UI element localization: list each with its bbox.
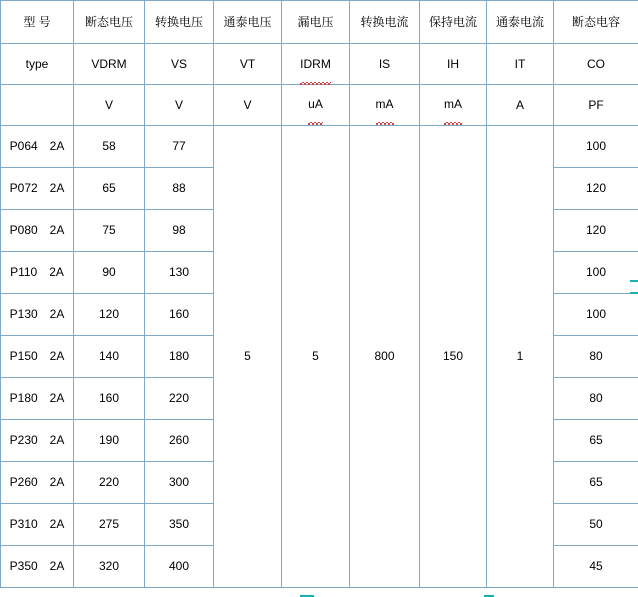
- cell-type-name: P260: [9, 475, 38, 490]
- cell-co: 80: [554, 335, 638, 377]
- header-is-cn: 转换电流: [350, 1, 420, 44]
- cell-type-name: P230: [9, 433, 38, 448]
- cell-type-name: P130: [9, 307, 38, 322]
- header-type-unit: [1, 84, 74, 125]
- cell-type-name: P072: [9, 181, 38, 196]
- header-vdrm-cn: 断态电压: [74, 1, 145, 44]
- cell-vdrm: 140: [74, 335, 145, 377]
- cell-vdrm: 320: [74, 545, 145, 587]
- cell-co: 100: [554, 293, 638, 335]
- cell-type-current: 2A: [49, 517, 65, 532]
- cell-vdrm: 220: [74, 461, 145, 503]
- header-co-cn: 断态电容: [554, 1, 638, 44]
- cell-vs: 77: [145, 125, 214, 167]
- header-type-cn: 型 号: [1, 1, 74, 44]
- header-row-unit: [1, 84, 638, 125]
- cell-type-name: P080: [9, 223, 38, 238]
- cell-vdrm: 58: [74, 125, 145, 167]
- header-idrm-cn: 漏电压: [282, 1, 350, 44]
- cell-vs: 160: [145, 293, 214, 335]
- cell-type: [1, 545, 74, 587]
- cell-vs: 400: [145, 545, 214, 587]
- header-vt-cn: 通泰电压: [214, 1, 282, 44]
- cell-type-name: P180: [9, 391, 38, 406]
- cell-vdrm: 75: [74, 209, 145, 251]
- cell-vs: 130: [145, 251, 214, 293]
- cell-it-merged: 1: [487, 125, 554, 587]
- cell-type: [1, 377, 74, 419]
- cell-idrm-merged: 5: [282, 125, 350, 587]
- cell-co: 65: [554, 461, 638, 503]
- cell-type-name: P064: [9, 139, 38, 154]
- cell-type: [1, 125, 74, 167]
- cell-vt-merged: 5: [214, 125, 282, 587]
- header-ih-unit: [420, 84, 487, 125]
- cell-is-merged: 800: [350, 125, 420, 587]
- cell-vdrm: 275: [74, 503, 145, 545]
- header-ih-cn: 保持电流: [420, 1, 487, 44]
- cell-type-name: P350: [9, 559, 38, 574]
- header-ih-symbol: IH: [420, 44, 487, 85]
- cell-type: [1, 209, 74, 251]
- edge-artifact-mark: [630, 280, 638, 282]
- header-vdrm-symbol: VDRM: [74, 44, 145, 85]
- cell-vs: 350: [145, 503, 214, 545]
- cell-co: 120: [554, 209, 638, 251]
- cell-co: 80: [554, 377, 638, 419]
- cell-vdrm: 120: [74, 293, 145, 335]
- header-vs-unit: V: [145, 84, 214, 125]
- header-idrm-unit-text: uA: [308, 85, 323, 124]
- header-it-unit: A: [487, 84, 554, 125]
- table-row: [1, 125, 638, 167]
- header-vt-symbol: VT: [214, 44, 282, 85]
- cell-type-current: 2A: [49, 307, 65, 322]
- cell-type-name: P110: [10, 265, 38, 280]
- cell-type-name: P310: [9, 517, 38, 532]
- cell-type-current: 2A: [49, 391, 65, 406]
- cell-type-current: 2A: [49, 265, 64, 280]
- header-is-unit: [350, 84, 420, 125]
- header-it-cn: 通泰电流: [487, 1, 554, 44]
- cell-vs: 180: [145, 335, 214, 377]
- cell-vdrm: 160: [74, 377, 145, 419]
- cell-type-current: 2A: [49, 433, 65, 448]
- cell-type: [1, 293, 74, 335]
- header-co-symbol: CO: [554, 44, 638, 85]
- cell-vs: 88: [145, 167, 214, 209]
- cell-vdrm: 65: [74, 167, 145, 209]
- header-idrm-symbol-text: IDRM: [300, 45, 331, 84]
- cell-vdrm: 90: [74, 251, 145, 293]
- cell-vs: 300: [145, 461, 214, 503]
- cell-vs: 260: [145, 419, 214, 461]
- cell-type: [1, 419, 74, 461]
- cell-type-current: 2A: [49, 181, 65, 196]
- header-idrm-symbol: [282, 44, 350, 85]
- header-type-symbol: type: [1, 44, 74, 85]
- cell-ih-merged: 150: [420, 125, 487, 587]
- cell-type: [1, 251, 74, 293]
- cell-vdrm: 190: [74, 419, 145, 461]
- cell-type: [1, 335, 74, 377]
- header-vs-symbol: VS: [145, 44, 214, 85]
- header-idrm-unit: [282, 84, 350, 125]
- header-is-symbol: IS: [350, 44, 420, 85]
- cell-co: 100: [554, 125, 638, 167]
- header-row-symbol: [1, 44, 638, 85]
- cell-type-current: 2A: [49, 223, 65, 238]
- cell-type: [1, 503, 74, 545]
- header-is-unit-text: mA: [376, 85, 394, 124]
- cell-co: 50: [554, 503, 638, 545]
- header-ih-unit-text: mA: [444, 85, 462, 124]
- cell-type: [1, 461, 74, 503]
- cell-type-current: 2A: [49, 475, 65, 490]
- header-co-unit: PF: [554, 84, 638, 125]
- cell-co: 65: [554, 419, 638, 461]
- cell-type-name: P150: [9, 349, 38, 364]
- cell-type: [1, 167, 74, 209]
- cell-type-current: 2A: [49, 139, 65, 154]
- header-vt-unit: V: [214, 84, 282, 125]
- cell-co: 120: [554, 167, 638, 209]
- header-vdrm-unit: V: [74, 84, 145, 125]
- edge-artifact-mark: [630, 292, 638, 294]
- cell-co: 45: [554, 545, 638, 587]
- cell-co: 100: [554, 251, 638, 293]
- header-row-cn: [1, 1, 638, 44]
- header-vs-cn: 转换电压: [145, 1, 214, 44]
- cell-vs: 98: [145, 209, 214, 251]
- header-it-symbol: IT: [487, 44, 554, 85]
- cell-type-current: 2A: [49, 559, 65, 574]
- cell-vs: 220: [145, 377, 214, 419]
- cell-type-current: 2A: [49, 349, 65, 364]
